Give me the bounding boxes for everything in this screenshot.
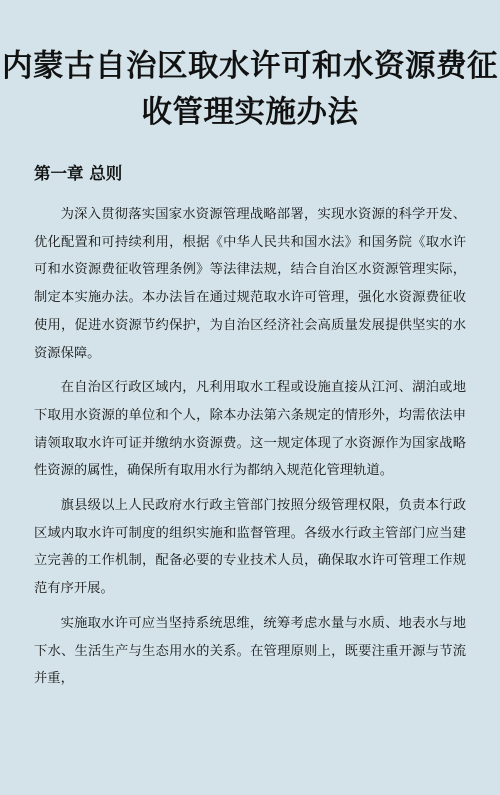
paragraph-2: 在自治区行政区域内，凡利用取水工程或设施直接从江河、湖泊或地下取用水资源的单位和个人，除本办法第六条规定的情形外，均需依法申请领取取水许可证并缴纳水资源费。这一规定体现了水资源作为国家战略性资源的属性，确保所有取用水行为都纳入规范化管理轨道。 bbox=[34, 380, 466, 479]
paragraph-1: 为深入贯彻落实国家水资源管理战略部署，实现水资源的科学开发、优化配置和可持续利用，根据《中华人民共和国水法》和国务院《取水许可和水资源费征收管理条例》等法律法规，结合自治区水资源管理实际，制定本实施办法。本办法旨在通过规范取水许可管理，强化水资源费征收使用，促进水资源节约保护，为自治区经济社会高质量发展提供坚实的水资源保障。 bbox=[34, 207, 466, 361]
document-title bbox=[0, 44, 500, 136]
paragraph-3: 旗县级以上人民政府水行政主管部门按照分级管理权限，负责本行政区域内取水许可制度的组织实施和监督管理。各级水行政主管部门应当建立完善的工作机制，配备必要的专业技术人员，确保取水许可管理工作规范有序开展。 bbox=[34, 498, 466, 597]
document-title-text: 内蒙古自治区取水许可和水资源费征收管理实施办法 bbox=[2, 49, 498, 130]
paragraph-4: 实施取水许可应当坚持系统思维，统筹考虑水量与水质、地表水与地下水、生活生产与生态用水的关系。在管理原则上，既要注重开源与节流并重， bbox=[34, 615, 466, 687]
chapter-heading: 第一章 总则 bbox=[34, 164, 123, 183]
document-body bbox=[34, 201, 466, 700]
